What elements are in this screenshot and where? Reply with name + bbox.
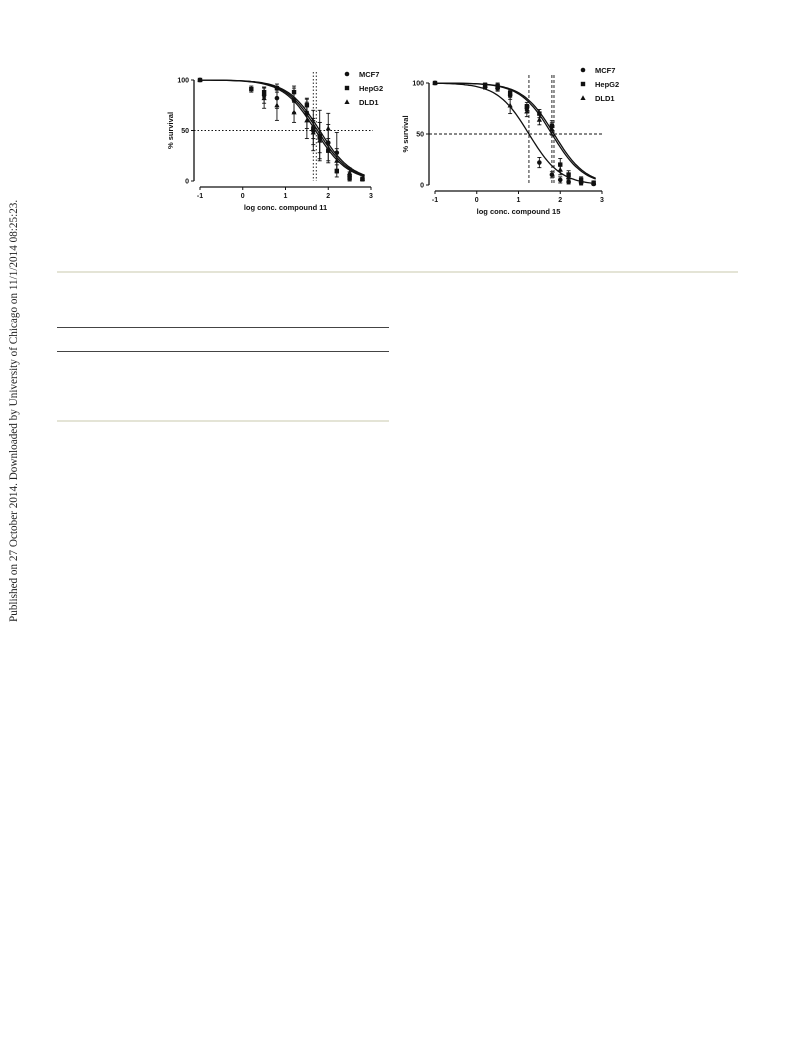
data-point-mcf7 xyxy=(558,178,563,183)
data-point-hepg2 xyxy=(249,87,253,91)
y-axis-label: % survival xyxy=(401,115,410,153)
y-tick-label: 0 xyxy=(185,178,189,186)
data-point-dld1 xyxy=(274,102,279,107)
data-point-mcf7 xyxy=(537,160,542,165)
x-tick-label: 0 xyxy=(474,197,479,204)
table-rule-top xyxy=(57,327,389,328)
legend-label: MCF7 xyxy=(359,69,380,79)
x-tick-label: 1 xyxy=(283,193,288,200)
fit-curve-hepg2 xyxy=(200,80,365,176)
series-mcf7 xyxy=(198,78,365,182)
chart-compound-15-svg xyxy=(395,60,620,218)
x-tick-label: 2 xyxy=(558,197,563,204)
y-tick-label: 50 xyxy=(181,128,189,135)
series-dld1 xyxy=(197,77,365,181)
legend-label: HepG2 xyxy=(359,83,384,93)
legend-label: MCF7 xyxy=(595,65,616,75)
dose-response-chart-compound-15 xyxy=(395,60,620,223)
legend-label: DLD1 xyxy=(595,93,615,103)
x-tick-label: -1 xyxy=(431,197,439,204)
legend-marker-mcf7 xyxy=(581,68,586,73)
fit-curve-dld1 xyxy=(435,83,596,179)
legend-label: DLD1 xyxy=(359,97,379,107)
x-tick-label: -1 xyxy=(196,193,204,200)
fit-curve-dld1 xyxy=(200,80,365,176)
legend-marker-dld1 xyxy=(580,95,585,100)
data-point-hepg2 xyxy=(292,90,296,94)
legend-label: HepG2 xyxy=(595,79,620,89)
fit-curve-hepg2 xyxy=(435,83,596,178)
legend xyxy=(580,66,619,103)
x-tick-label: 2 xyxy=(326,193,331,200)
y-tick-label: 0 xyxy=(420,182,424,190)
y-tick-label: 100 xyxy=(177,77,189,85)
series-dld1 xyxy=(432,80,596,185)
table-rule-header xyxy=(57,351,389,352)
publication-note xyxy=(0,0,30,700)
x-tick-label: 3 xyxy=(369,193,373,200)
series-mcf7 xyxy=(433,81,596,187)
legend-marker-hepg2 xyxy=(581,82,585,86)
series-hepg2 xyxy=(433,81,596,185)
data-point-mcf7 xyxy=(550,173,555,178)
x-axis-label: log conc. compound 11 xyxy=(243,203,328,212)
data-point-dld1 xyxy=(558,167,563,172)
fit-curve-mcf7 xyxy=(435,83,596,183)
publication-note-text: Published on 27 October 2014. Downloaded by University of Chicago on 11/1/2014 08:25:23. xyxy=(8,199,20,622)
legend xyxy=(344,70,383,107)
x-axis-label: log conc. compound 15 xyxy=(476,207,561,216)
chart-compound-11-svg xyxy=(160,60,384,218)
data-point-dld1 xyxy=(326,126,331,131)
y-axis-label: % survival xyxy=(166,111,175,150)
y-tick-label: 100 xyxy=(412,80,424,88)
legend-marker-hepg2 xyxy=(345,86,349,90)
section-divider-top xyxy=(57,271,738,273)
data-point-hepg2 xyxy=(508,91,512,95)
series-hepg2 xyxy=(198,78,365,181)
x-tick-label: 1 xyxy=(516,197,521,204)
legend-marker-dld1 xyxy=(344,99,349,104)
y-tick-label: 50 xyxy=(416,131,424,139)
x-tick-label: 3 xyxy=(600,197,604,204)
section-divider-bottom xyxy=(57,420,389,422)
x-tick-label: 0 xyxy=(240,193,245,200)
dose-response-chart-compound-11 xyxy=(160,60,384,223)
legend-marker-mcf7 xyxy=(345,72,350,77)
